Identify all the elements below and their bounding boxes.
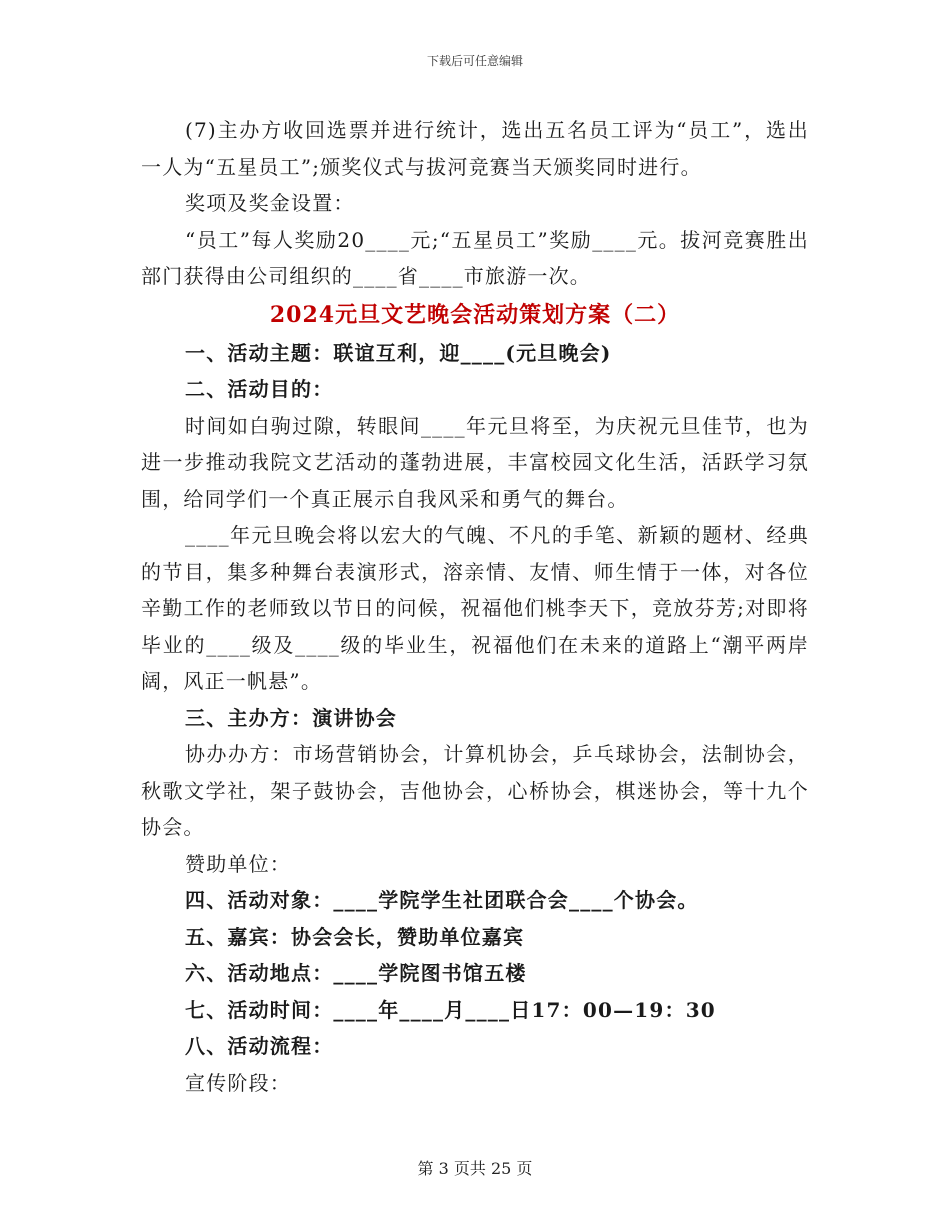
paragraph-vote-stats: (7)主办方收回选票并进行统计，选出五名员工评为“员工”，选出一人为“五星员工”;颁奖仪式与拔河竞赛当天颁奖同时进行。: [141, 118, 809, 179]
section-process: 八、活动流程：: [185, 1034, 334, 1058]
page-header: 下载后可任意编辑: [426, 54, 523, 68]
section-theme: 一、活动主题：联谊互利，迎____(元旦晚会): [185, 340, 612, 365]
document-body: [141, 112, 809, 1101]
section-audience: 四、活动对象：____学院学生社团联合会____个协会。: [185, 888, 699, 912]
section-guests: 五、嘉宾：协会会长，赞助单位嘉宾: [185, 924, 525, 949]
paragraph-sponsors: 赞助单位：: [185, 851, 291, 876]
section-time: 七、活动时间：____年____月____日17：00—19：30: [185, 997, 716, 1022]
paragraph-awards-heading: 奖项及奖金设置：: [185, 191, 355, 215]
paragraph-promo-stage: 宣传阶段：: [185, 1070, 291, 1095]
section-location: 六、活动地点：____学院图书馆五楼: [185, 961, 527, 985]
paragraph-co-organizers: 协办办方：市场营销协会，计算机协会，乒乓球协会，法制协会，秋歌文学社，架子鼓协会，吉他协会，心桥协会，棋迷协会，等十九个协会。: [141, 742, 809, 839]
page-footer: 第 3 页共 25 页: [417, 1159, 533, 1178]
paragraph-purpose-1: 时间如白驹过隙，转眼间____年元旦将至，为庆祝元旦佳节，也为进一步推动我院文艺活动的蓬勃进展，丰富校园文化生活，活跃学习氛围，给同学们一个真正展示自我风采和勇气的舞台。: [141, 413, 809, 511]
paragraph-awards-detail: “员工”每人奖励20____元;“五星员工”奖励____元。拔河竞赛胜出部门获得由公司组织的____省____市旅游一次。: [141, 227, 809, 288]
section-organizer: 三、主办方：演讲协会: [185, 705, 397, 730]
section-purpose: 二、活动目的：: [185, 377, 334, 401]
document-title: 2024元旦文艺晚会活动策划方案（二）: [269, 301, 681, 328]
paragraph-purpose-2: ____年元旦晚会将以宏大的气魄、不凡的手笔、新颖的题材、经典的节目，集多种舞台表演形式，溶亲情、友情、师生情于一体，对各位辛勤工作的老师致以节日的问候，祝福他们桃李天下，竞放芬芳;对即将毕业的____级及____级的毕业生，祝福他们在未来的道路上“潮平两岸阔，风正一帆悬”。: [141, 523, 809, 693]
